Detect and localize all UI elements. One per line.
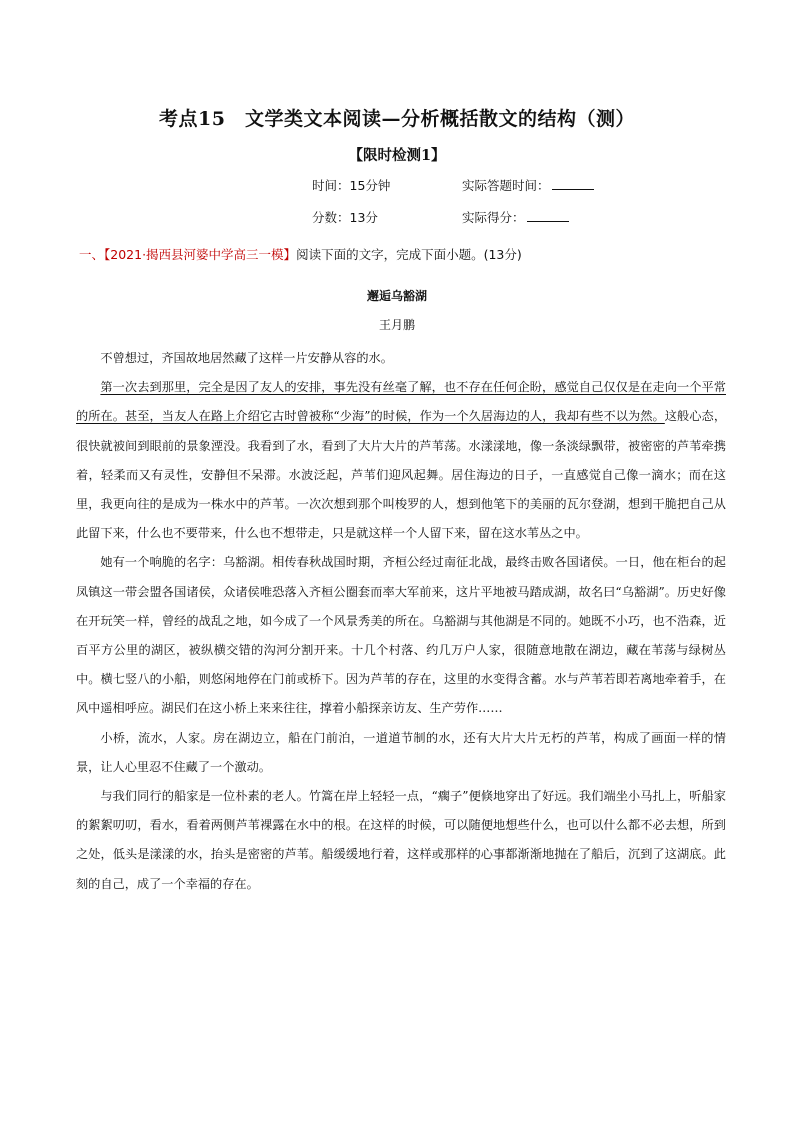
actual-score-blank: [527, 210, 569, 222]
paragraph: [76, 548, 726, 723]
test-subtitle: 【限时检测1】: [348, 147, 446, 164]
question-instruction: 阅读下面的文字，完成下面小题。(13分): [296, 247, 522, 262]
paragraph: [76, 782, 726, 899]
essay-author: 王月鹏: [378, 318, 415, 332]
page-title: 考点15 文学类文本阅读—分析概括散文的结构（测）: [159, 108, 635, 130]
underlined-passage: 第一次去到那里，完全是因了友人的安排，事先没有丝毫了解，也不存在任何企盼，感觉自己仅仅是在走向一个平常的所在。甚至，当友人在路上介绍它古时曾被称“少海”的时候，作为一个久居海边的人，我却有些不以为然。: [76, 380, 726, 424]
actual-time-blank: [552, 178, 594, 190]
time-limit: 时间：15分钟: [312, 178, 391, 193]
paragraph-text: 与我们同行的船家是一位朴素的老人。竹篙在岸上轻轻一点，“瘸子”便倏地穿出了好远。我们端坐小马扎上，听船家的絮絮叨叨，看水，看着两侧芦苇裸露在水中的根。在这样的时候，可以随便地想些什么，也可以什么都不必去想，所到之处，低头是漾漾的水，抬头是密密的芦苇。船缓缓地行着，这样或那样的心事都渐渐地抛在了船后，沉到了这湖底。此刻的自己，成了一个幸福的存在。: [76, 789, 726, 891]
paragraph-text: 不曾想过，齐国故地居然藏了这样一片安静从容的水。: [100, 351, 393, 365]
actual-time: [462, 176, 594, 194]
paragraph: [76, 373, 726, 548]
total-score: 分数：13分: [312, 210, 378, 225]
question-header: [79, 245, 522, 263]
paragraph: [76, 724, 726, 782]
paragraph-text: 这般心态，很快就被间到眼前的景象湮没。我看到了水，看到了大片大片的芦苇荡。水漾漾地，像一条淡绿飘带，被密密的芦苇牵携着，轻柔而又有灵性，安静但不呆滞。水波泛起，芦苇们迎风起舞。居住海边的日子，一直感觉自己像一滴水；而在这里，我更向往的是成为一株水中的芦苇。一次次想到那个叫梭罗的人，想到他笔下的美丽的瓦尔登湖，想到干脆把自己从此留下来，什么也不要带来，什么也不想带走，只是就这样一个人留下来，留在这水苇丛之中。: [76, 409, 727, 541]
paragraph-text: 她有一个响脆的名字：乌豁湖。相传春秋战国时期，齐桓公经过南征北战，最终击败各国诸侯。一日，他在柜台的起凤镇这一带会盟各国诸侯，众诸侯唯恐落入齐桓公圈套而率大军前来，这片平地被马踏成湖，故名曰“乌豁湖”。历史好像在开玩笑一样，曾经的战乱之地，如今成了一个风景秀美的所在。乌豁湖与其他湖是不同的。她既不小巧，也不浩森，近百平方公里的湖区，被纵横交错的沟河分割开来。十几个村落、约几万户人家，很随意地散在湖边，藏在苇荡与绿树丛中。横七竖八的小船，则悠闲地停在门前或桥下。因为芦苇的存在，这里的水变得含蓄。水与芦苇若即若离地牵着手，在风中遥相呼应。湖民们在这小桥上来来往往，撑着小船探亲访友、生产劳作……: [76, 555, 726, 716]
paragraph: [76, 344, 726, 373]
actual-score-label: 实际得分：: [462, 210, 525, 225]
paragraph-text: 小桥，流水，人家。房在湖边立，船在门前泊，一道道节制的水，还有大片大片无朽的芦苇，构成了画面一样的情景，让人心里忍不住藏了一个激动。: [76, 730, 726, 774]
essay-title: 邂逅乌豁湖: [366, 289, 427, 303]
question-source: 【2021·揭西县河婆中学高三一模】: [104, 247, 297, 262]
question-number: 一、: [79, 247, 105, 262]
essay-body: [76, 344, 726, 899]
actual-time-label: 实际答题时间：: [462, 178, 550, 193]
actual-score: [462, 208, 569, 226]
